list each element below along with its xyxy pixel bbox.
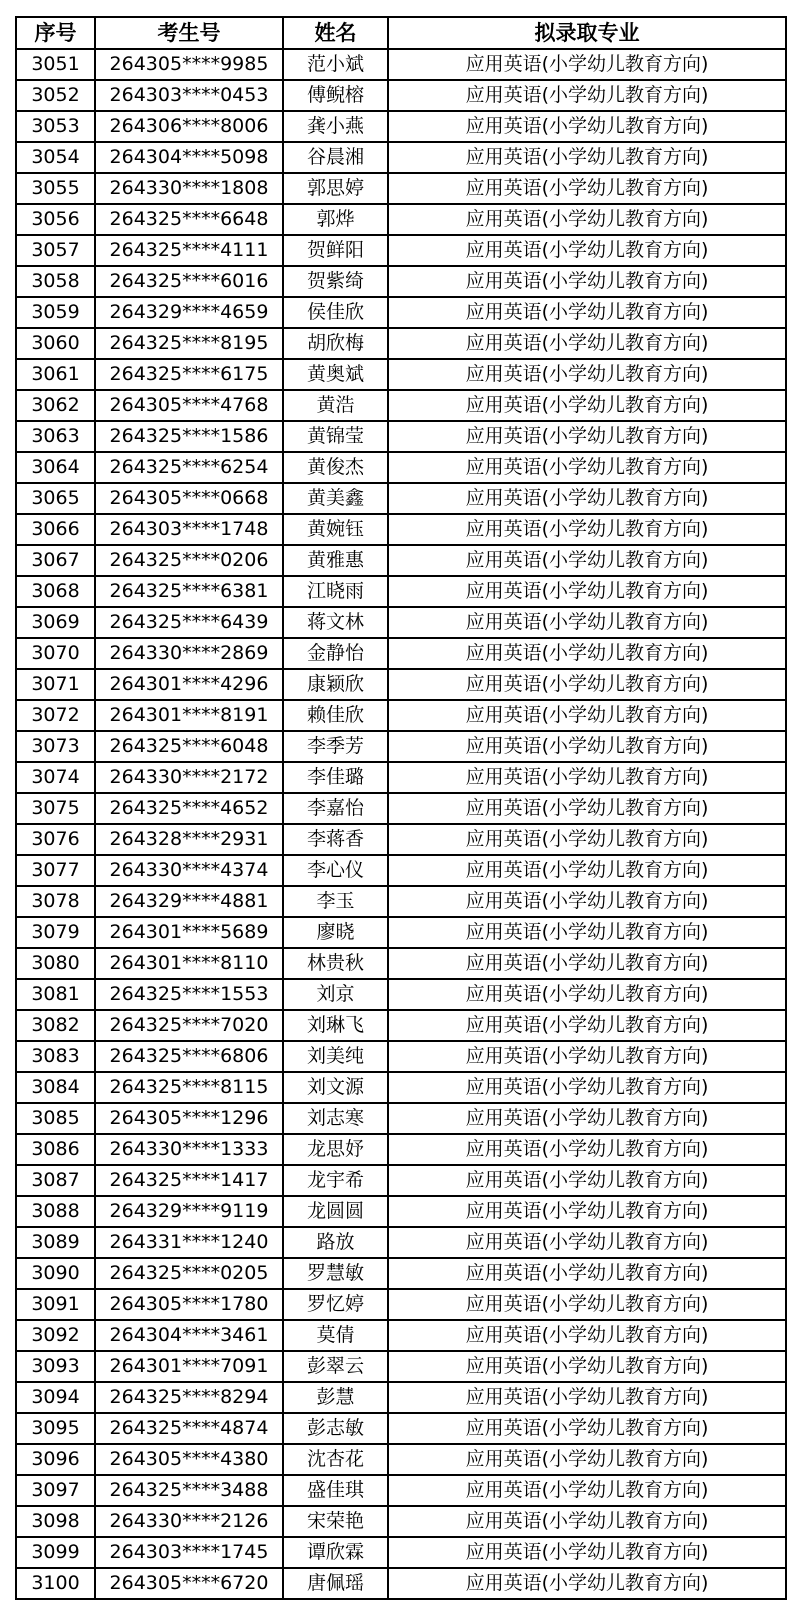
cell-major: 应用英语(小学幼儿教育方向): [388, 545, 786, 576]
cell-name: 李蒋香: [283, 824, 388, 855]
cell-exam-number: 264330****1333: [95, 1134, 283, 1165]
table-row: [16, 452, 786, 483]
cell-major: 应用英语(小学幼儿教育方向): [388, 824, 786, 855]
cell-serial: 3066: [16, 514, 95, 545]
cell-serial: 3097: [16, 1475, 95, 1506]
cell-major: 应用英语(小学幼儿教育方向): [388, 1196, 786, 1227]
table-row: [16, 1382, 786, 1413]
cell-name: 李心仪: [283, 855, 388, 886]
cell-serial: 3064: [16, 452, 95, 483]
cell-exam-number: 264305****9985: [95, 49, 283, 80]
cell-serial: 3091: [16, 1289, 95, 1320]
table-row: [16, 793, 786, 824]
cell-major: 应用英语(小学幼儿教育方向): [388, 607, 786, 638]
cell-exam-number: 264303****1748: [95, 514, 283, 545]
cell-major: 应用英语(小学幼儿教育方向): [388, 1258, 786, 1289]
table-row: [16, 1134, 786, 1165]
cell-major: 应用英语(小学幼儿教育方向): [388, 1444, 786, 1475]
cell-serial: 3100: [16, 1568, 95, 1599]
table-row: [16, 762, 786, 793]
cell-major: 应用英语(小学幼儿教育方向): [388, 886, 786, 917]
cell-serial: 3087: [16, 1165, 95, 1196]
cell-name: 赖佳欣: [283, 700, 388, 731]
cell-name: 彭志敏: [283, 1413, 388, 1444]
cell-name: 刘琳飞: [283, 1010, 388, 1041]
cell-name: 郭思婷: [283, 173, 388, 204]
cell-name: 龙思妤: [283, 1134, 388, 1165]
header-name: 姓名: [283, 17, 388, 49]
cell-major: 应用英语(小学幼儿教育方向): [388, 1320, 786, 1351]
cell-major: 应用英语(小学幼儿教育方向): [388, 514, 786, 545]
cell-exam-number: 264305****1780: [95, 1289, 283, 1320]
cell-exam-number: 264330****4374: [95, 855, 283, 886]
cell-major: 应用英语(小学幼儿教育方向): [388, 762, 786, 793]
cell-major: 应用英语(小学幼儿教育方向): [388, 421, 786, 452]
cell-serial: 3062: [16, 390, 95, 421]
cell-exam-number: 264304****5098: [95, 142, 283, 173]
table-row: [16, 1289, 786, 1320]
cell-serial: 3056: [16, 204, 95, 235]
cell-exam-number: 264325****1586: [95, 421, 283, 452]
cell-serial: 3052: [16, 80, 95, 111]
table-row: [16, 917, 786, 948]
cell-name: 傅鲵榕: [283, 80, 388, 111]
cell-serial: 3054: [16, 142, 95, 173]
table-header: [16, 17, 786, 49]
table-row: [16, 49, 786, 80]
cell-serial: 3090: [16, 1258, 95, 1289]
table-row: [16, 1444, 786, 1475]
cell-major: 应用英语(小学幼儿教育方向): [388, 235, 786, 266]
cell-exam-number: 264301****8110: [95, 948, 283, 979]
cell-name: 黄雅惠: [283, 545, 388, 576]
cell-exam-number: 264303****1745: [95, 1537, 283, 1568]
cell-exam-number: 264325****0205: [95, 1258, 283, 1289]
table-row: [16, 855, 786, 886]
cell-serial: 3095: [16, 1413, 95, 1444]
cell-major: 应用英语(小学幼儿教育方向): [388, 142, 786, 173]
cell-exam-number: 264325****1417: [95, 1165, 283, 1196]
cell-major: 应用英语(小学幼儿教育方向): [388, 1103, 786, 1134]
cell-major: 应用英语(小学幼儿教育方向): [388, 855, 786, 886]
table-row: [16, 638, 786, 669]
cell-major: 应用英语(小学幼儿教育方向): [388, 49, 786, 80]
cell-serial: 3078: [16, 886, 95, 917]
cell-serial: 3057: [16, 235, 95, 266]
cell-exam-number: 264325****6175: [95, 359, 283, 390]
cell-serial: 3065: [16, 483, 95, 514]
cell-serial: 3061: [16, 359, 95, 390]
table-row: [16, 1475, 786, 1506]
cell-exam-number: 264301****8191: [95, 700, 283, 731]
cell-serial: 3063: [16, 421, 95, 452]
cell-major: 应用英语(小学幼儿教育方向): [388, 452, 786, 483]
table-row: [16, 669, 786, 700]
table-row: [16, 204, 786, 235]
cell-serial: 3077: [16, 855, 95, 886]
cell-major: 应用英语(小学幼儿教育方向): [388, 483, 786, 514]
header-serial: 序号: [16, 17, 95, 49]
cell-exam-number: 264331****1240: [95, 1227, 283, 1258]
cell-exam-number: 264329****4881: [95, 886, 283, 917]
table-row: [16, 1103, 786, 1134]
cell-name: 刘志寒: [283, 1103, 388, 1134]
table-row: [16, 1258, 786, 1289]
cell-name: 龙圆圆: [283, 1196, 388, 1227]
cell-major: 应用英语(小学幼儿教育方向): [388, 948, 786, 979]
table-row: [16, 700, 786, 731]
table-row: [16, 731, 786, 762]
table-row: [16, 1010, 786, 1041]
cell-serial: 3075: [16, 793, 95, 824]
table-row: [16, 1537, 786, 1568]
cell-serial: 3093: [16, 1351, 95, 1382]
cell-name: 沈杏花: [283, 1444, 388, 1475]
cell-exam-number: 264325****3488: [95, 1475, 283, 1506]
cell-name: 谷晨湘: [283, 142, 388, 173]
cell-exam-number: 264305****4380: [95, 1444, 283, 1475]
cell-exam-number: 264325****6806: [95, 1041, 283, 1072]
cell-serial: 3081: [16, 979, 95, 1010]
cell-name: 李嘉怡: [283, 793, 388, 824]
table-row: [16, 979, 786, 1010]
cell-serial: 3084: [16, 1072, 95, 1103]
cell-name: 李佳璐: [283, 762, 388, 793]
cell-serial: 3053: [16, 111, 95, 142]
cell-exam-number: 264305****1296: [95, 1103, 283, 1134]
cell-name: 黄婉钰: [283, 514, 388, 545]
table-row: [16, 235, 786, 266]
cell-name: 胡欣梅: [283, 328, 388, 359]
table-row: [16, 545, 786, 576]
cell-exam-number: 264305****4768: [95, 390, 283, 421]
cell-major: 应用英语(小学幼儿教育方向): [388, 1227, 786, 1258]
cell-major: 应用英语(小学幼儿教育方向): [388, 1165, 786, 1196]
cell-name: 彭慧: [283, 1382, 388, 1413]
table-row: [16, 948, 786, 979]
cell-major: 应用英语(小学幼儿教育方向): [388, 979, 786, 1010]
cell-exam-number: 264301****7091: [95, 1351, 283, 1382]
cell-exam-number: 264329****9119: [95, 1196, 283, 1227]
cell-serial: 3060: [16, 328, 95, 359]
cell-exam-number: 264303****0453: [95, 80, 283, 111]
cell-name: 刘京: [283, 979, 388, 1010]
cell-serial: 3086: [16, 1134, 95, 1165]
cell-exam-number: 264325****6439: [95, 607, 283, 638]
cell-exam-number: 264325****6254: [95, 452, 283, 483]
table-row: [16, 1351, 786, 1382]
cell-name: 范小斌: [283, 49, 388, 80]
cell-serial: 3099: [16, 1537, 95, 1568]
cell-exam-number: 264325****6016: [95, 266, 283, 297]
cell-exam-number: 264330****2172: [95, 762, 283, 793]
cell-name: 李玉: [283, 886, 388, 917]
cell-name: 黄锦莹: [283, 421, 388, 452]
cell-major: 应用英语(小学幼儿教育方向): [388, 1537, 786, 1568]
cell-exam-number: 264304****3461: [95, 1320, 283, 1351]
table-row: [16, 483, 786, 514]
cell-exam-number: 264306****8006: [95, 111, 283, 142]
cell-name: 江晓雨: [283, 576, 388, 607]
cell-name: 路放: [283, 1227, 388, 1258]
table-row: [16, 1165, 786, 1196]
cell-major: 应用英语(小学幼儿教育方向): [388, 111, 786, 142]
table-row: [16, 514, 786, 545]
cell-major: 应用英语(小学幼儿教育方向): [388, 297, 786, 328]
table-row: [16, 1227, 786, 1258]
table-row: [16, 1413, 786, 1444]
cell-name: 蒋文林: [283, 607, 388, 638]
cell-major: 应用英语(小学幼儿教育方向): [388, 1351, 786, 1382]
cell-name: 黄浩: [283, 390, 388, 421]
cell-major: 应用英语(小学幼儿教育方向): [388, 1010, 786, 1041]
table-row: [16, 1320, 786, 1351]
cell-name: 郭烨: [283, 204, 388, 235]
table-row: [16, 359, 786, 390]
table-row: [16, 142, 786, 173]
cell-exam-number: 264325****4874: [95, 1413, 283, 1444]
table-row: [16, 1196, 786, 1227]
cell-name: 宋荣艳: [283, 1506, 388, 1537]
cell-serial: 3070: [16, 638, 95, 669]
cell-serial: 3069: [16, 607, 95, 638]
cell-name: 廖晓: [283, 917, 388, 948]
cell-serial: 3051: [16, 49, 95, 80]
cell-exam-number: 264305****6720: [95, 1568, 283, 1599]
cell-serial: 3076: [16, 824, 95, 855]
cell-exam-number: 264329****4659: [95, 297, 283, 328]
cell-serial: 3085: [16, 1103, 95, 1134]
table-row: [16, 607, 786, 638]
cell-major: 应用英语(小学幼儿教育方向): [388, 1475, 786, 1506]
cell-name: 李季芳: [283, 731, 388, 762]
table-row: [16, 824, 786, 855]
cell-exam-number: 264325****4111: [95, 235, 283, 266]
cell-serial: 3098: [16, 1506, 95, 1537]
cell-serial: 3072: [16, 700, 95, 731]
cell-name: 黄美鑫: [283, 483, 388, 514]
cell-name: 彭翠云: [283, 1351, 388, 1382]
cell-name: 唐佩瑶: [283, 1568, 388, 1599]
table-row: [16, 297, 786, 328]
cell-major: 应用英语(小学幼儿教育方向): [388, 731, 786, 762]
cell-exam-number: 264301****4296: [95, 669, 283, 700]
cell-major: 应用英语(小学幼儿教育方向): [388, 917, 786, 948]
cell-exam-number: 264325****6648: [95, 204, 283, 235]
cell-name: 黄俊杰: [283, 452, 388, 483]
cell-serial: 3071: [16, 669, 95, 700]
cell-exam-number: 264325****6048: [95, 731, 283, 762]
cell-name: 刘美纯: [283, 1041, 388, 1072]
cell-major: 应用英语(小学幼儿教育方向): [388, 1568, 786, 1599]
cell-major: 应用英语(小学幼儿教育方向): [388, 638, 786, 669]
header-row: [16, 17, 786, 49]
cell-name: 林贵秋: [283, 948, 388, 979]
cell-name: 贺鲜阳: [283, 235, 388, 266]
cell-exam-number: 264325****0206: [95, 545, 283, 576]
cell-name: 莫倩: [283, 1320, 388, 1351]
cell-exam-number: 264325****8115: [95, 1072, 283, 1103]
cell-serial: 3096: [16, 1444, 95, 1475]
cell-name: 侯佳欣: [283, 297, 388, 328]
cell-major: 应用英语(小学幼儿教育方向): [388, 793, 786, 824]
cell-serial: 3073: [16, 731, 95, 762]
cell-major: 应用英语(小学幼儿教育方向): [388, 700, 786, 731]
cell-exam-number: 264325****8195: [95, 328, 283, 359]
table-row: [16, 1072, 786, 1103]
cell-serial: 3094: [16, 1382, 95, 1413]
cell-name: 罗忆婷: [283, 1289, 388, 1320]
cell-major: 应用英语(小学幼儿教育方向): [388, 1072, 786, 1103]
table-row: [16, 1041, 786, 1072]
cell-major: 应用英语(小学幼儿教育方向): [388, 1506, 786, 1537]
table-body: [16, 49, 786, 1599]
cell-serial: 3089: [16, 1227, 95, 1258]
cell-exam-number: 264325****1553: [95, 979, 283, 1010]
cell-serial: 3068: [16, 576, 95, 607]
cell-major: 应用英语(小学幼儿教育方向): [388, 390, 786, 421]
cell-exam-number: 264325****6381: [95, 576, 283, 607]
cell-major: 应用英语(小学幼儿教育方向): [388, 359, 786, 390]
cell-major: 应用英语(小学幼儿教育方向): [388, 669, 786, 700]
cell-major: 应用英语(小学幼儿教育方向): [388, 173, 786, 204]
cell-serial: 3082: [16, 1010, 95, 1041]
cell-major: 应用英语(小学幼儿教育方向): [388, 1289, 786, 1320]
cell-major: 应用英语(小学幼儿教育方向): [388, 1413, 786, 1444]
cell-serial: 3059: [16, 297, 95, 328]
cell-name: 龙宇希: [283, 1165, 388, 1196]
cell-major: 应用英语(小学幼儿教育方向): [388, 266, 786, 297]
cell-serial: 3074: [16, 762, 95, 793]
cell-exam-number: 264301****5689: [95, 917, 283, 948]
cell-serial: 3088: [16, 1196, 95, 1227]
cell-name: 谭欣霖: [283, 1537, 388, 1568]
cell-exam-number: 264325****7020: [95, 1010, 283, 1041]
cell-major: 应用英语(小学幼儿教育方向): [388, 204, 786, 235]
cell-serial: 3080: [16, 948, 95, 979]
table-row: [16, 576, 786, 607]
cell-serial: 3083: [16, 1041, 95, 1072]
cell-exam-number: 264330****2869: [95, 638, 283, 669]
table-row: [16, 266, 786, 297]
cell-exam-number: 264325****4652: [95, 793, 283, 824]
cell-exam-number: 264305****0668: [95, 483, 283, 514]
cell-major: 应用英语(小学幼儿教育方向): [388, 576, 786, 607]
table-row: [16, 1568, 786, 1599]
cell-name: 金静怡: [283, 638, 388, 669]
table-row: [16, 111, 786, 142]
header-exam-number: 考生号: [95, 17, 283, 49]
cell-major: 应用英语(小学幼儿教育方向): [388, 328, 786, 359]
admission-table: [15, 16, 787, 1600]
table-row: [16, 390, 786, 421]
cell-serial: 3055: [16, 173, 95, 204]
table-row: [16, 328, 786, 359]
cell-serial: 3067: [16, 545, 95, 576]
cell-serial: 3058: [16, 266, 95, 297]
cell-name: 盛佳琪: [283, 1475, 388, 1506]
cell-major: 应用英语(小学幼儿教育方向): [388, 80, 786, 111]
table-row: [16, 886, 786, 917]
cell-name: 贺紫绮: [283, 266, 388, 297]
cell-major: 应用英语(小学幼儿教育方向): [388, 1382, 786, 1413]
cell-major: 应用英语(小学幼儿教育方向): [388, 1134, 786, 1165]
cell-name: 罗慧敏: [283, 1258, 388, 1289]
table-row: [16, 173, 786, 204]
cell-major: 应用英语(小学幼儿教育方向): [388, 1041, 786, 1072]
cell-name: 黄奥斌: [283, 359, 388, 390]
cell-exam-number: 264328****2931: [95, 824, 283, 855]
cell-name: 刘文源: [283, 1072, 388, 1103]
cell-exam-number: 264330****2126: [95, 1506, 283, 1537]
cell-name: 康颖欣: [283, 669, 388, 700]
table-row: [16, 421, 786, 452]
cell-exam-number: 264325****8294: [95, 1382, 283, 1413]
table-row: [16, 80, 786, 111]
table-row: [16, 1506, 786, 1537]
cell-exam-number: 264330****1808: [95, 173, 283, 204]
header-major: 拟录取专业: [388, 17, 786, 49]
cell-serial: 3092: [16, 1320, 95, 1351]
cell-name: 龚小燕: [283, 111, 388, 142]
cell-serial: 3079: [16, 917, 95, 948]
